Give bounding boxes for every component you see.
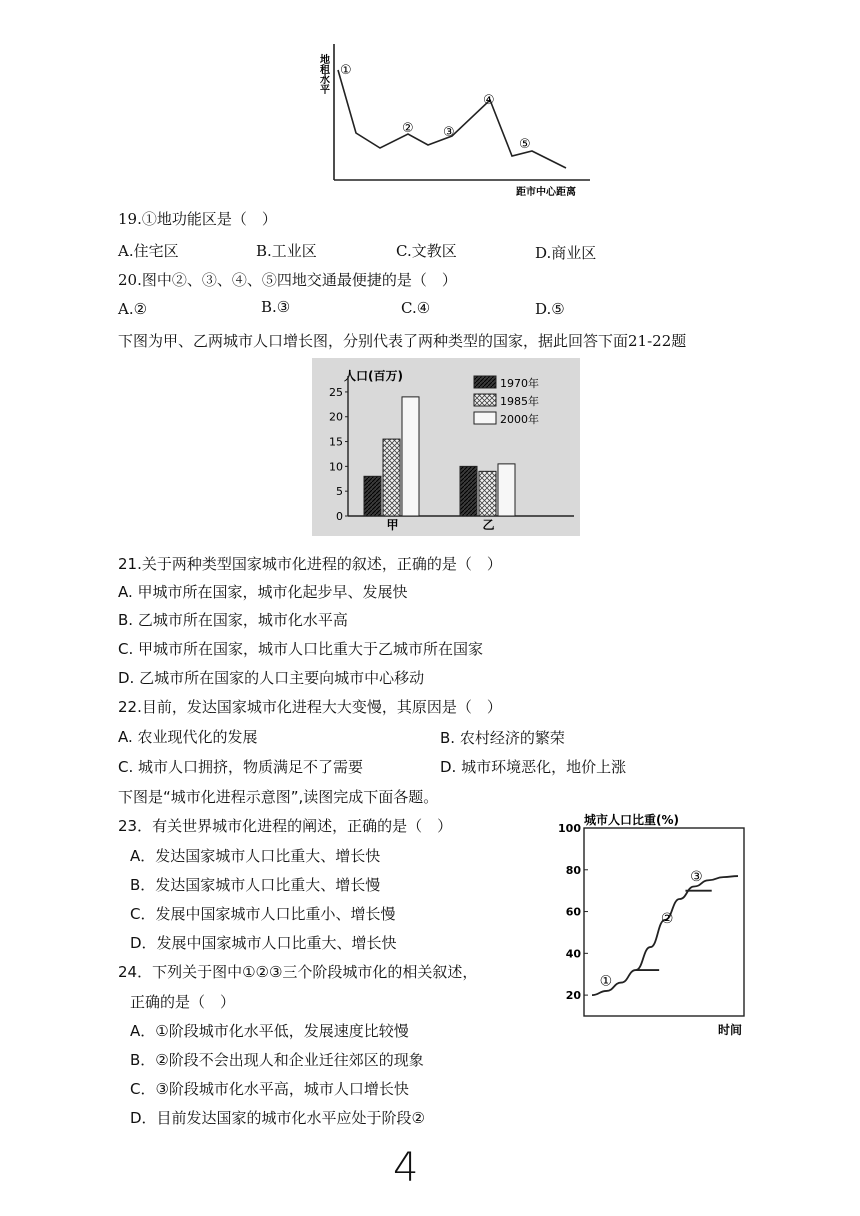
y-tick-label: 5 <box>336 485 343 499</box>
category-label: 乙 <box>482 518 495 532</box>
y-tick-label: 60 <box>565 905 581 919</box>
line-chart-intro: 下图是“城市化进程示意图”,读图完成下面各题。 <box>118 788 439 806</box>
bar-1-3 <box>402 397 419 516</box>
y-axis-label: 城市人口比重(%) <box>584 813 679 827</box>
q21-stem: 21.关于两种类型国家城市化进程的叙述，正确的是（ ） <box>118 555 502 573</box>
q22-stem: 22.目前，发达国家城市化进程大大变慢，其原因是（ ） <box>118 698 502 716</box>
urbanization-line-chart <box>548 808 760 1040</box>
y-tick-label: 20 <box>329 410 343 424</box>
bar-2-2 <box>479 471 496 516</box>
q19-option-d[interactable]: D.商业区 <box>535 244 597 262</box>
page-number: 4 <box>393 1145 419 1191</box>
y-tick-label: 40 <box>565 947 581 961</box>
legend-swatch-1 <box>474 376 496 388</box>
bar-2-1 <box>460 466 477 516</box>
q23-option-d[interactable]: D．发展中国家城市人口比重大、增长快 <box>130 934 397 952</box>
q21-option-b[interactable]: B. 乙城市所在国家，城市化水平高 <box>118 611 348 629</box>
q19-option-b[interactable]: B.工业区 <box>256 242 317 260</box>
bar-1-2 <box>383 439 400 516</box>
y-tick-label: 20 <box>565 989 581 1003</box>
marker-3: ③ <box>443 125 455 140</box>
bar-chart-intro: 下图为甲、乙两城市人口增长图，分别代表了两种类型的国家，据此回答下面21-22题 <box>118 332 687 350</box>
stage-marker-2: ② <box>660 910 674 927</box>
q24-option-d[interactable]: D．目前发达国家的城市化水平应处于阶段② <box>130 1109 425 1127</box>
legend-label-2: 1985年 <box>500 395 539 408</box>
y-axis-label: 地租水平 <box>317 54 329 94</box>
x-axis-label: 距市中心距离 <box>516 187 576 198</box>
q24-stem-cont: 正确的是（ ） <box>130 993 236 1011</box>
marker-5: ⑤ <box>519 137 531 152</box>
q24-stem: 24．下列关于图中①②③三个阶段城市化的相关叙述， <box>118 963 478 981</box>
q22-option-a[interactable]: A. 农业现代化的发展 <box>118 728 258 746</box>
q19-option-a[interactable]: A.住宅区 <box>118 242 179 260</box>
y-tick-label: 25 <box>329 385 343 399</box>
urbanization-curve <box>592 876 738 995</box>
q22-option-c[interactable]: C. 城市人口拥挤，物质满足不了需要 <box>118 758 364 776</box>
q20-stem: 20.图中②、③、④、⑤四地交通最便捷的是（ ） <box>118 271 457 289</box>
q19-stem: 19.①地功能区是（ ） <box>118 210 277 228</box>
marker-4: ④ <box>483 93 495 108</box>
q22-option-b[interactable]: B. 农村经济的繁荣 <box>440 729 565 747</box>
legend-swatch-2 <box>474 394 496 406</box>
marker-1: ① <box>340 63 352 78</box>
q23-option-b[interactable]: B．发达国家城市人口比重大、增长慢 <box>130 876 381 894</box>
y-axis-label: 人口(百万) <box>344 369 403 383</box>
q21-option-c[interactable]: C. 甲城市所在国家，城市人口比重大于乙城市所在国家 <box>118 640 484 658</box>
q20-option-b[interactable]: B.③ <box>261 298 291 316</box>
q23-stem: 23．有关世界城市化进程的阐述，正确的是（ ） <box>118 817 453 835</box>
q24-option-b[interactable]: B．②阶段不会出现人和企业迁往郊区的现象 <box>130 1051 424 1069</box>
y-tick-label: 0 <box>336 510 343 523</box>
stage-marker-3: ③ <box>690 869 703 886</box>
legend-swatch-3 <box>474 412 496 424</box>
y-tick-label: 80 <box>565 863 581 877</box>
q20-option-c[interactable]: C.④ <box>401 299 431 317</box>
category-label: 甲 <box>386 518 399 532</box>
marker-2: ② <box>402 121 414 136</box>
q23-option-c[interactable]: C．发展中国家城市人口比重小、增长慢 <box>130 905 396 923</box>
q20-option-d[interactable]: D.⑤ <box>535 300 565 318</box>
stage-marker-1: ① <box>599 973 613 990</box>
x-axis-label: 时间 <box>718 1023 743 1037</box>
q24-option-c[interactable]: C．③阶段城市化水平高，城市人口增长快 <box>130 1080 409 1098</box>
rent-curve <box>338 70 566 168</box>
y-tick-label: 100 <box>558 822 581 835</box>
rent-curve-figure <box>300 38 600 198</box>
q19-option-c[interactable]: C.文教区 <box>396 242 457 260</box>
q22-option-d[interactable]: D. 城市环境恶化，地价上涨 <box>440 758 627 776</box>
legend-label-3: 2000年 <box>500 413 539 426</box>
population-bar-chart <box>312 358 580 536</box>
q21-option-a[interactable]: A. 甲城市所在国家，城市化起步早、发展快 <box>118 583 408 601</box>
q23-option-a[interactable]: A．发达国家城市人口比重大、增长快 <box>130 847 381 865</box>
legend-label-1: 1970年 <box>500 377 539 390</box>
q24-option-a[interactable]: A．①阶段城市化水平低，发展速度比较慢 <box>130 1022 409 1040</box>
chart-background <box>312 358 580 536</box>
bar-2-3 <box>498 464 515 516</box>
y-tick-label: 15 <box>329 435 343 449</box>
y-tick-label: 10 <box>329 460 343 474</box>
q21-option-d[interactable]: D. 乙城市所在国家的人口主要向城市中心移动 <box>118 669 425 687</box>
bar-1-1 <box>364 476 381 516</box>
q20-option-a[interactable]: A.② <box>118 300 148 318</box>
